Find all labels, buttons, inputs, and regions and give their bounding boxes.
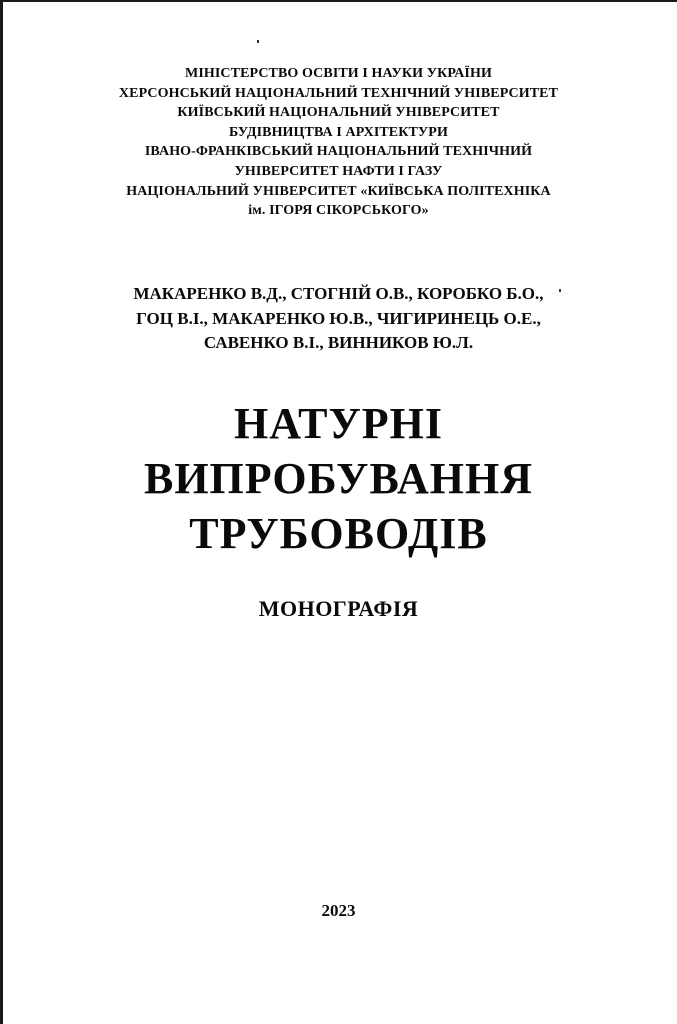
authors-line: ГОЦ В.І., МАКАРЕНКО Ю.В., ЧИГИРИНЕЦЬ О.Е., bbox=[136, 308, 541, 328]
title-line: НАТУРНІ bbox=[234, 399, 443, 448]
title-line: ТРУБОВОДІВ bbox=[189, 509, 488, 558]
institution-line: ХЕРСОНСЬКИЙ НАЦІОНАЛЬНИЙ ТЕХНІЧНИЙ УНІВЕРСИТЕТ bbox=[118, 85, 559, 101]
scan-speck bbox=[257, 40, 259, 43]
publication-year: 2023 bbox=[321, 901, 356, 920]
book-subtitle: МОНОГРАФІЯ bbox=[258, 596, 419, 621]
title-line: ВИПРОБУВАННЯ bbox=[143, 454, 534, 503]
book-title bbox=[0, 396, 677, 561]
institutions-block bbox=[0, 64, 677, 221]
institution-line: БУДІВНИЦТВА І АРХІТЕКТУРИ bbox=[229, 124, 448, 140]
institution-line: ім. ІГОРЯ СІКОРСЬКОГО» bbox=[248, 203, 429, 219]
institution-line: МІНІСТЕРСТВО ОСВІТИ І НАУКИ УКРАЇНИ bbox=[185, 66, 492, 81]
authors-line: МАКАРЕНКО В.Д., СТОГНІЙ О.В., КОРОБКО Б.О., bbox=[133, 284, 544, 303]
authors-line: САВЕНКО В.І., ВИННИКОВ Ю.Л. bbox=[203, 333, 474, 352]
institution-line: НАЦІОНАЛЬНИЙ УНІВЕРСИТЕТ «КИЇВСЬКА ПОЛІТЕХНІКА bbox=[126, 183, 551, 199]
authors-block bbox=[0, 282, 677, 356]
scan-border-top bbox=[0, 0, 677, 2]
institution-line: ІВАНО-ФРАНКІВСЬКИЙ НАЦІОНАЛЬНИЙ ТЕХНІЧНИЙ bbox=[144, 144, 533, 160]
institution-line: УНІВЕРСИТЕТ НАФТИ І ГАЗУ bbox=[234, 163, 443, 179]
institution-line: КИЇВСЬКИЙ НАЦІОНАЛЬНИЙ УНІВЕРСИТЕТ bbox=[177, 105, 500, 121]
